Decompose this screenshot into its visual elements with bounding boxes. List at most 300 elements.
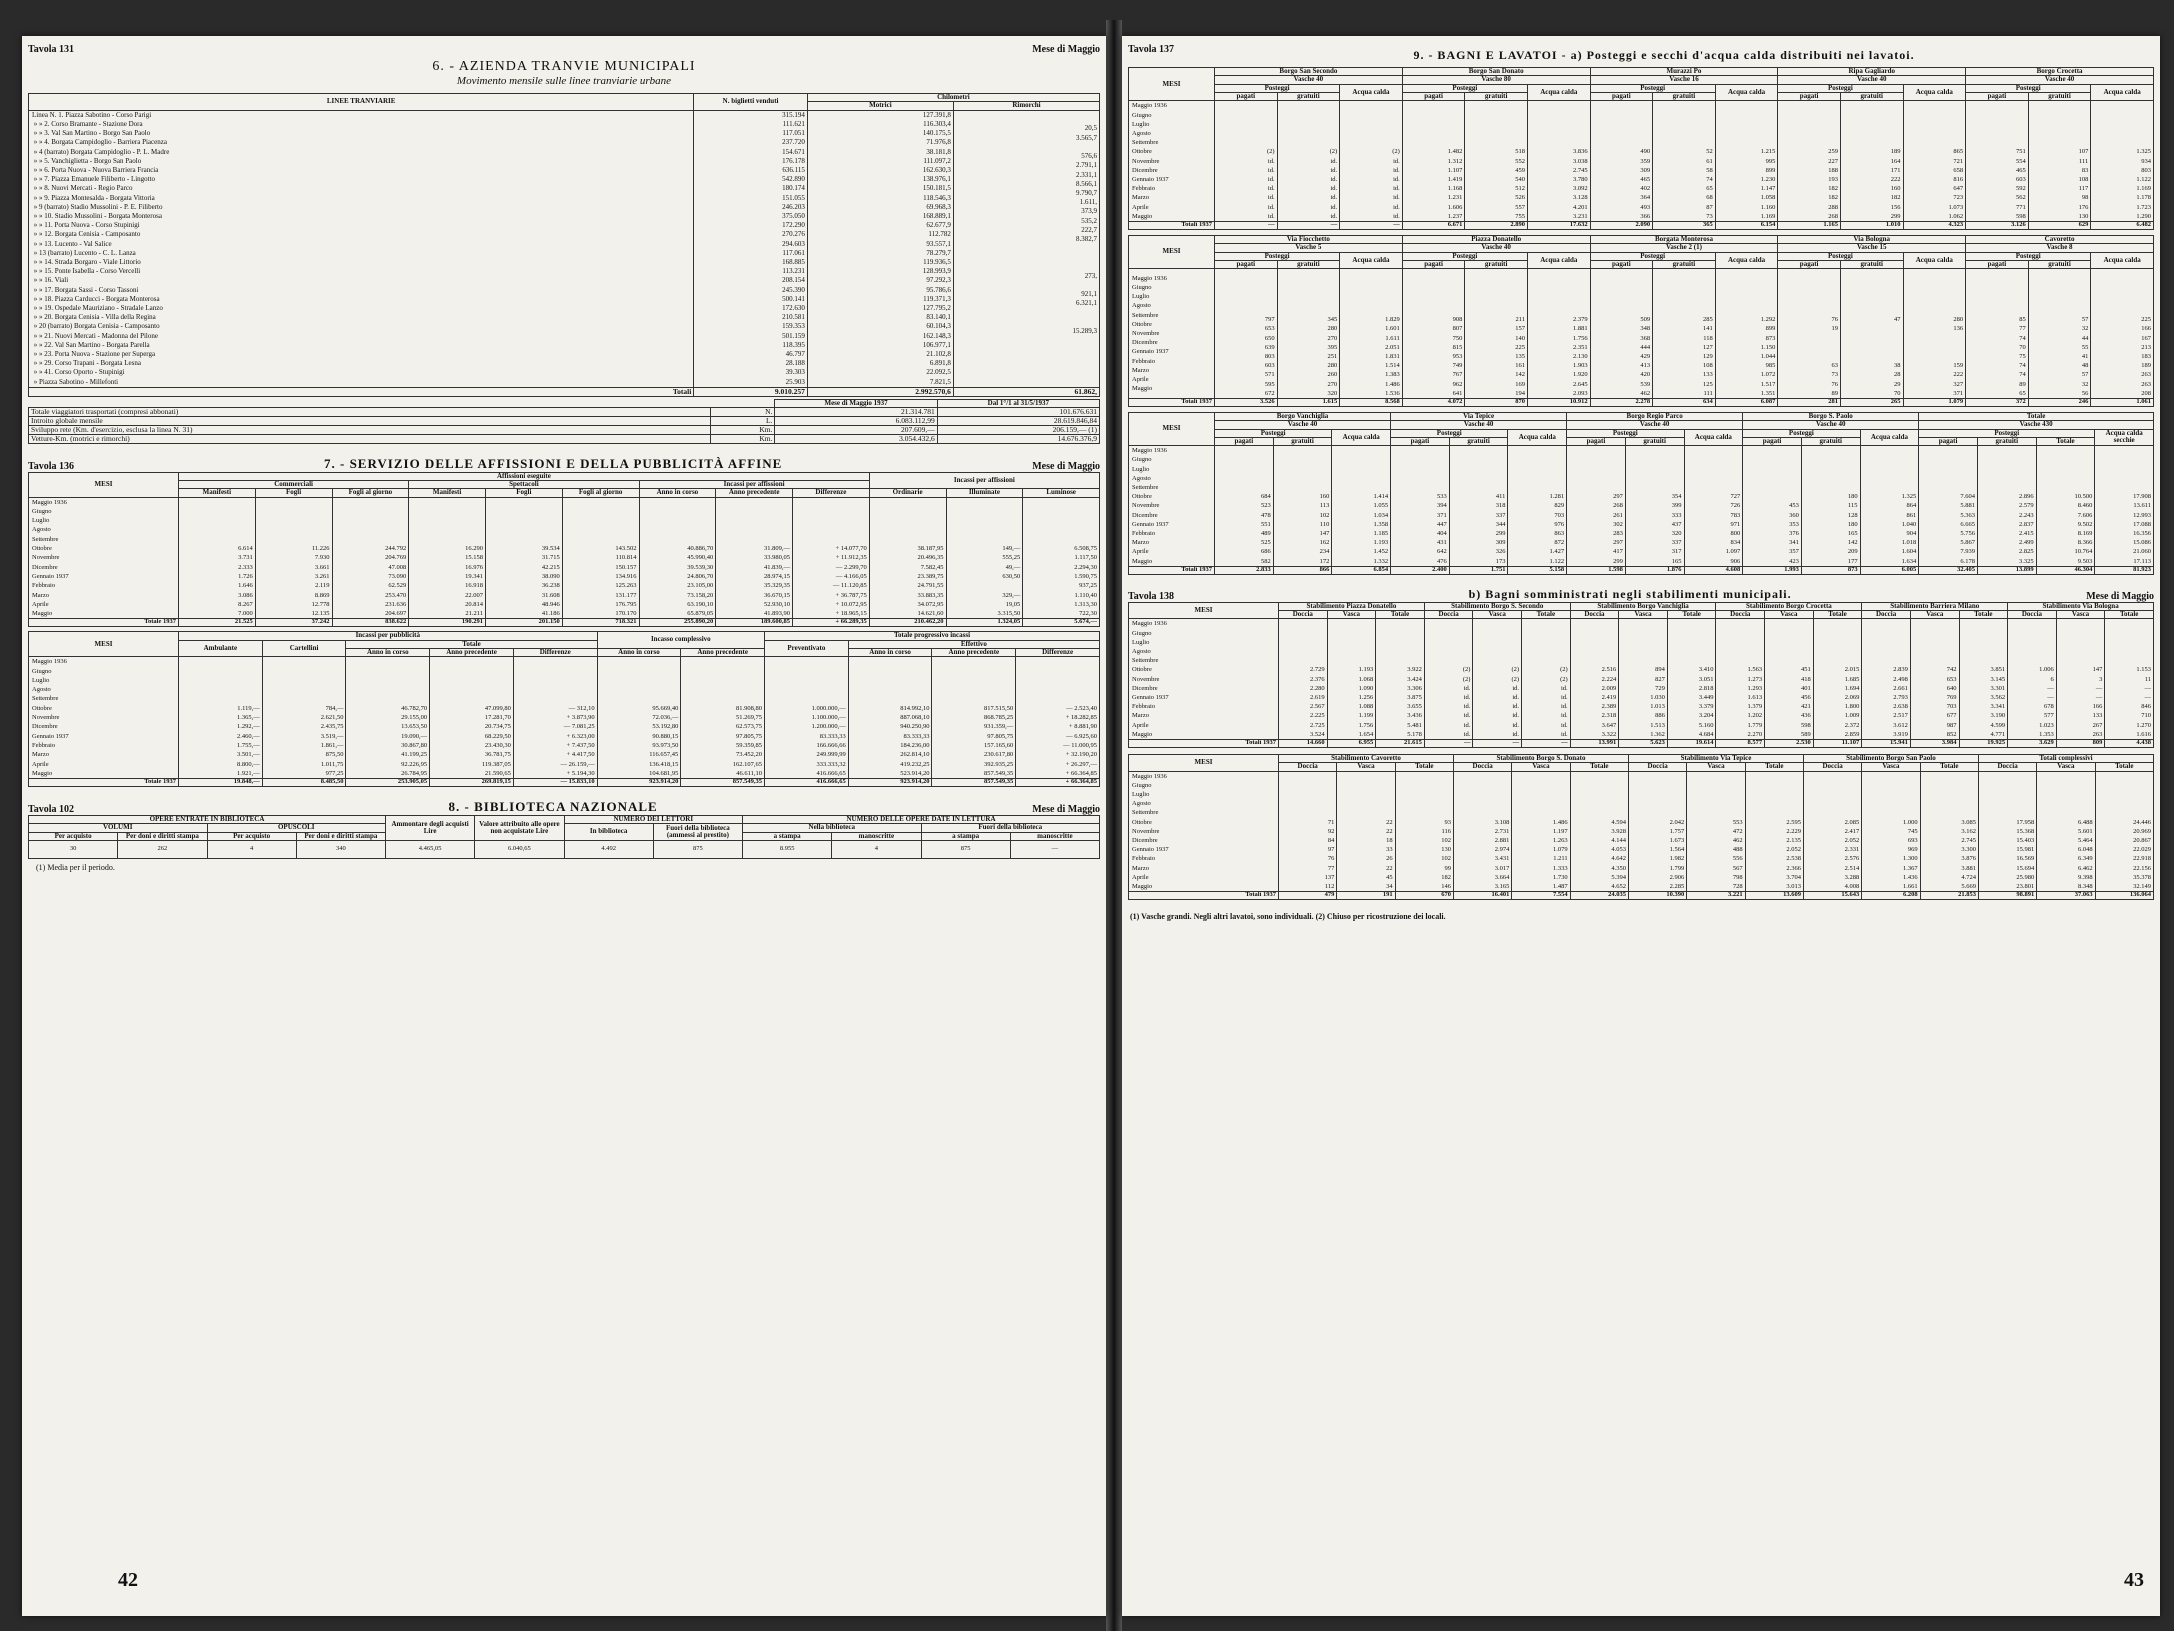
total-cell: 1.165 (1778, 222, 1841, 230)
table6-summary (28, 399, 1100, 444)
th: Differenze (1016, 648, 1100, 656)
cell: 340 (296, 840, 385, 858)
table-cell: 1.006 6 — — 678 577 1.023 1.353 (2008, 619, 2057, 740)
table-cell: 2.085 2.417 2.052 2.331 2.576 2.514 3.288 4.008 (1803, 771, 1861, 892)
data-col: 1.000.000,— 1.100.000,— 1.200.000,— 83.333,33 166.666,66 249.999,99 333.333,32 416.666,65 (765, 657, 849, 779)
table-header: Vasca (1619, 611, 1668, 619)
table6-subtitle: Movimento mensile sulle linee tranviarie urbane (456, 75, 672, 87)
total-cell: 81.923 (2095, 566, 2154, 574)
table-header: gratuiti (1653, 260, 1716, 268)
table-header: Vasche 40 (1743, 421, 1919, 429)
table-cell: Maggio 1936 Giugno Luglio Agosto Settembre Ottobre Novembre Dicembre Gennaio 1937 Febbraio Marzo Aprile Maggio (1129, 101, 1215, 222)
total-cell: 365 (1653, 222, 1716, 230)
table-header: MESI (1129, 602, 1279, 619)
total-cell: 255.890,20 (639, 619, 716, 627)
total-cell: 269.819,15 (430, 779, 514, 787)
page-number: 42 (118, 1569, 138, 1591)
table-cell: 17.958 15.368 15.403 15.981 16.569 15.694 25.980 23.801 (1978, 771, 2036, 892)
table-header: pagati (1590, 93, 1653, 101)
th: a stampa (743, 832, 832, 840)
th: Ordinarie (869, 489, 946, 497)
table-cell: 24.446 20.969 20.867 22.029 22.918 22.156 35.378 32.149 (2095, 771, 2153, 892)
table-header: Stabilimento Barriera Milano (1862, 602, 2008, 610)
table-cell: (2) (2) id. id. id. id. id. id. (1424, 619, 1473, 740)
table-header: Totale (1745, 763, 1803, 771)
table-header: pagati (1402, 93, 1465, 101)
table-cell: (2) id. id. id. id. id. id. id. (1277, 101, 1340, 222)
table-cell: 285 141 118 127 129 108 133 125 111 (1653, 269, 1716, 399)
table-header: Vasche 16 (1590, 76, 1778, 84)
table-header: Totale (1395, 763, 1453, 771)
table-cell: 22 22 18 33 26 22 45 34 (1337, 771, 1395, 892)
total-cell: 857.549,35 (932, 779, 1016, 787)
th: NUMERO DELLE OPERE DATE IN LETTURA (743, 815, 1100, 823)
table-header: Posteggi (1778, 84, 1903, 92)
data-col: 817.515,50 868.785,25 931.359,— 97.805,75 157.165,60 230.617,80 392.935,25 857.549,35 (932, 657, 1016, 779)
table-header: Posteggi (1215, 252, 1340, 260)
bagni-table (1128, 754, 2154, 900)
total-cell: 17.632 (1527, 222, 1590, 230)
table-header: Acqua calda (1903, 84, 1966, 101)
table-header: Acqua calda (1527, 84, 1590, 101)
table-cell: (2) (2) id. id. id. id. id. id. (1522, 619, 1571, 740)
table-header: Vasca (1327, 611, 1376, 619)
table-header: Cavoretto (1966, 235, 2154, 243)
table-cell: 6.488 5.601 5.464 6.048 6.349 6.462 9.398 8.348 (2037, 771, 2095, 892)
th: Per doni e diritti stampa (296, 832, 385, 840)
table-header: Totale (1919, 412, 2154, 420)
book-gutter (1106, 20, 1122, 1631)
table-header: gratuiti (2028, 260, 2091, 268)
table-header: Stabilimento Borgo Vanchiglia (1570, 602, 1716, 610)
table-cell: Maggio 1936 Giugno Luglio Agosto Settembre Ottobre Novembre Dicembre Gennaio 1937 Febbraio Marzo Aprile Maggio (1129, 771, 1279, 892)
table-header: Stabilimento Borgo Crocetta (1716, 602, 1862, 610)
footnote: (1) Media per il periodo. (36, 862, 115, 872)
table-cell: 2.729 2.376 2.280 2.619 2.567 2.225 2.725 3.524 (1279, 619, 1328, 740)
table9b-title: b) Bagni somministrati negli stabilimenti municipali. (1468, 586, 1792, 601)
total-cell: 857.549,35 (681, 779, 765, 787)
table-header: Posteggi (1966, 84, 2091, 92)
tavola-label: Tavola 138 (1128, 590, 1175, 602)
table-cell: 3.836 3.038 2.745 3.780 3.092 3.128 4.201 3.231 (1527, 101, 1590, 222)
data-col: 6.614 3.731 2.333 1.726 1.646 3.086 8.267 7.000 (179, 497, 256, 619)
data-col: 11.226 7.930 3.661 3.261 2.119 8.869 12.778 12.135 (255, 497, 332, 619)
table-header: Acqua calda secchie (2095, 429, 2154, 446)
data-col: 6.508,75 1.117,50 2.294,30 1.590,75 937,25 1.110,40 1.313,30 722,30 (1023, 497, 1100, 619)
table-cell: 2.839 2.498 2.661 2.793 2.638 2.517 3.612 3.919 (1862, 619, 1911, 740)
table-cell: 76 19 63 73 76 89 (1778, 269, 1841, 399)
table-header: Posteggi (1966, 252, 2091, 260)
total-cell: 190.291 (409, 619, 486, 627)
summary-dal: 101.676.631 (937, 408, 1099, 417)
th-commerciali: Commerciali (179, 480, 409, 488)
cell: 30 (29, 840, 118, 858)
total-cell: 3.984 (1910, 740, 1959, 748)
data-col: 814.992,10 887.068,10 940.250,90 83.333,33 184.236,00 262.814,10 419.232,25 523.914,20 (848, 657, 932, 779)
table-header: gratuiti (1625, 437, 1684, 445)
th: Manifesti (409, 489, 486, 497)
table-cell: 533 394 371 447 404 431 642 476 (1391, 446, 1450, 567)
table-cell: 453 360 353 376 341 357 423 (1743, 446, 1802, 567)
data-col: 95.669,40 72.036,— 53.192,80 90.880,15 93.973,50 116.657,45 136.418,15 104.681,95 (597, 657, 681, 779)
table-header: Totale (1959, 611, 2008, 619)
cell: — (1010, 840, 1099, 858)
th: In biblioteca (564, 824, 653, 841)
total-cell: 4.323 (1903, 222, 1966, 230)
data-col: — 2.523,40 + 18.282,85 + 8.881,90 — 6.925,60 — 11.000,95 + 32.190,20 + 26.297,— + 66.364,85 (1016, 657, 1100, 779)
total-cell: 13.991 (1570, 740, 1619, 748)
total-cell: 870 (1465, 399, 1528, 407)
table-header: Acqua calda (1715, 252, 1778, 269)
table-cell: 3.851 3.145 3.301 3.562 3.341 3.190 4.599 4.771 (1959, 619, 2008, 740)
months-col: Maggio 1936 Giugno Luglio Agosto Settembre Ottobre Novembre Dicembre Gennaio 1937 Febbraio Marzo Aprile Maggio (29, 497, 179, 619)
totali-motrici: 2.992.570,6 (807, 387, 953, 396)
total-label: Totali 1937 (1129, 740, 1279, 748)
th-totale: Totale (346, 640, 597, 648)
table-header: gratuiti (1977, 437, 2036, 445)
table-header: gratuiti (2028, 93, 2091, 101)
total-cell: 6.955 (1327, 740, 1376, 748)
month-label: Mese di Maggio (2086, 590, 2154, 602)
cell: 6.040,65 (475, 840, 564, 858)
right-page (1122, 36, 2160, 1616)
table-cell: 2.896 2.579 2.243 2.837 2.415 2.499 2.825 3.325 (1977, 446, 2036, 567)
th: Anno in corso (346, 648, 430, 656)
table7-title: 7. - SERVIZIO DELLE AFFISSIONI E DELLA PUBBLICITÀ AFFINE (323, 455, 783, 471)
total-cell: 670 (1395, 892, 1453, 900)
total-cell: 6.208 (1862, 892, 1920, 900)
cell: 4 (207, 840, 296, 858)
total-label: Totale 1937 (29, 779, 179, 787)
total-cell: 21.853 (1920, 892, 1978, 900)
total-cell: 246 (2028, 399, 2091, 407)
table-header: Vasche 40 (1402, 244, 1590, 252)
month-label: Mese di Maggio (1032, 803, 1100, 815)
cell: 4.492 (564, 840, 653, 858)
summary-mese: 3.054.432,6 (775, 434, 937, 443)
total-cell: 13.899 (1977, 566, 2036, 574)
th: Fogli (486, 489, 563, 497)
table-cell: 684 523 478 551 489 525 686 582 (1215, 446, 1274, 567)
data-col: 1.119,— 1.365,— 1.292,— 2.460,— 1.755,— 3.501,— 8.800,— 1.921,— (179, 657, 263, 779)
total-cell: — (1522, 740, 1571, 748)
table-header: pagati (1778, 93, 1841, 101)
total-label: Totali 1937 (1129, 892, 1279, 900)
total-cell: 281 (1778, 399, 1841, 407)
table-header: Vasche 80 (1402, 76, 1590, 84)
total-cell: 2.890 (1465, 222, 1528, 230)
total-cell: + 66.289,35 (793, 619, 870, 627)
table-header: Vasche 5 (1215, 244, 1403, 252)
table-header: pagati (1567, 437, 1626, 445)
table-header: Via Fiocchetto (1215, 235, 1403, 243)
total-cell: 1.061 (2091, 399, 2154, 407)
total-cell: 838.622 (332, 619, 409, 627)
th-biglietti: N. biglietti venduti (694, 94, 808, 111)
table9a-title: 9. - BAGNI E LAVATOI - a) Posteggi e secchi d'acqua calda distribuiti nei lavatoi. (1413, 48, 1915, 62)
table-cell: 1.482 1.312 1.107 1.419 1.168 1.231 1.606 1.237 (1402, 101, 1465, 222)
data-col: 46.782,70 29.155,00 13.653,50 19.090,— 30.867,80 41.199,25 92.226,95 26.784,95 (346, 657, 430, 779)
data-col: 244.792 204.769 47.008 73.090 62.529 253.470 231.636 204.697 (332, 497, 409, 619)
table-cell: 742 653 640 769 703 677 987 852 (1910, 619, 1959, 740)
total-cell: 37.063 (2037, 892, 2095, 900)
th: Per doni e diritti stampa (118, 832, 207, 840)
table7b (28, 631, 1100, 787)
th-motrici: Motrici (807, 102, 953, 110)
summary-label: Vetture-Km. (motrici e rimorchi) (29, 434, 711, 443)
th-incasso-complessivo: Incasso complessivo (597, 632, 764, 649)
total-cell: 629 (2028, 222, 2091, 230)
table-cell: 47 38 28 29 70 (1840, 269, 1903, 399)
table-cell: 1.281 829 703 976 863 872 1.427 1.122 (1508, 446, 1567, 567)
table-header: Vasca (1337, 763, 1395, 771)
table-header: Posteggi (1590, 252, 1715, 260)
th: Manifesti (179, 489, 256, 497)
th-effettivo: Effettivo (848, 640, 1099, 648)
table-header: Acqua calda (1508, 429, 1567, 446)
total-cell: 1.598 (1567, 566, 1626, 574)
total-cell: 265 (1840, 399, 1903, 407)
table-header: Vasche 40 (1778, 76, 1966, 84)
table-cell: 345 280 270 395 251 280 260 270 320 (1277, 269, 1340, 399)
table-header: Borgata Monterosa (1590, 235, 1778, 243)
table-header: Borgo Vanchiglia (1215, 412, 1391, 420)
table-cell: 280 136 159 222 327 371 (1903, 269, 1966, 399)
table-header: pagati (1215, 437, 1274, 445)
table-cell: 3.922 3.424 3.306 3.875 3.655 3.436 5.481 5.178 (1376, 619, 1425, 740)
month-label: Mese di Maggio (1032, 44, 1100, 55)
footnote: (1) Vasche grandi. Negli altri lavatoi, sono individuali. (2) Chiuso per ricostruzione dei locali. (1130, 911, 1446, 921)
th-mesi: MESI (29, 472, 179, 497)
table-header: pagati (1778, 260, 1841, 268)
table-header: gratuiti (1277, 93, 1340, 101)
total-cell: 2.530 (1765, 740, 1814, 748)
th: Fuori della biblioteca (ammessi al prestito) (653, 824, 742, 841)
table-header: Stabilimento Via Tepice (1628, 754, 1803, 762)
total-cell: 11.107 (1813, 740, 1862, 748)
table-header: Stabilimento Piazza Donatello (1279, 602, 1425, 610)
data-col: 38.187,95 20.496,35 7.582,45 23.389,75 24.791,55 33.883,35 34.072,95 14.621,60 (869, 497, 946, 619)
total-cell: 253.905,05 (346, 779, 430, 787)
table-header: Acqua calda (1340, 84, 1403, 101)
total-cell: — (1340, 222, 1403, 230)
table-header: Doccia (1978, 763, 2036, 771)
th: Anno precedente (430, 648, 514, 656)
table6-lines (28, 93, 1100, 397)
table-header: gratuiti (1273, 437, 1332, 445)
table-header: Totale (1920, 763, 1978, 771)
total-cell: 3.221 (1687, 892, 1745, 900)
table-header: Posteggi (1402, 252, 1527, 260)
cell: 4 (832, 840, 921, 858)
summary-mese: 207.609,— (775, 425, 937, 434)
total-cell: 191 (1337, 892, 1395, 900)
th-spettacoli: Spettacoli (409, 480, 639, 488)
th: Anno in corso (848, 648, 932, 656)
table-header: pagati (1391, 437, 1450, 445)
table-header: Totale (1667, 611, 1716, 619)
cell: 875 (653, 840, 742, 858)
summary-label: Sviluppo rete (Km. d'esercizio, esclusa la linea N. 31) (29, 425, 711, 434)
left-page (22, 36, 1106, 1616)
total-cell: — (1424, 740, 1473, 748)
table-header: Murazzi Po (1590, 68, 1778, 76)
summary-unit: L. (710, 416, 775, 425)
table-cell: 3.085 3.162 2.745 3.300 3.876 3.881 4.724 5.669 (1920, 771, 1978, 892)
total-cell: + 66.364,85 (1016, 779, 1100, 787)
table-header: Via Bologna (1778, 235, 1966, 243)
th-rimorchi: Rimorchi (953, 102, 1099, 110)
table-header: Totali complessivi (1978, 754, 2153, 762)
table-cell: 2.379 1.881 1.756 2.351 2.130 1.903 1.920 2.645 2.093 (1527, 269, 1590, 399)
total-label: Totali 1937 (1129, 399, 1215, 407)
total-cell: 873 (1801, 566, 1860, 574)
table-cell: Maggio 1936 Giugno Luglio Agosto Settembre Ottobre Novembre Dicembre Gennaio 1937 Febbraio Marzo Aprile Maggio (1129, 446, 1215, 567)
table-header: Vasche 2 (1) (1590, 244, 1778, 252)
table-header: Vasca (1910, 611, 1959, 619)
th: VOLUMI (29, 824, 208, 832)
data-col: 40.886,70 45.990,40 39.539,30 24.806,70 23.105,00 73.158,20 63.190,10 65.879,05 (639, 497, 716, 619)
table-cell: 10.500 8.460 7.606 9.502 8.169 8.366 10.764 9.503 (2036, 446, 2095, 567)
total-cell: 479 (1279, 892, 1337, 900)
table-cell: 259 227 188 193 182 182 288 268 (1778, 101, 1841, 222)
table-header: MESI (1129, 754, 1279, 771)
table-cell: 1.153 11 — — 846 710 1.270 1.616 (2105, 619, 2154, 740)
table-cell: 865 721 658 816 647 723 1.073 1.062 (1903, 101, 1966, 222)
table-cell: 1.292 899 873 1.150 1.044 985 1.072 1.517 1.351 (1715, 269, 1778, 399)
table-header: Doccia (1862, 611, 1911, 619)
table-header: Doccia (1453, 763, 1511, 771)
th: manoscritte (832, 832, 921, 840)
table-header: Doccia (1570, 611, 1619, 619)
th: Ammontare degli acquisti Lire (386, 815, 475, 840)
table-header: Vasche 40 (1391, 421, 1567, 429)
total-cell: 6.854 (1332, 566, 1391, 574)
table-cell: 189 164 171 222 160 182 156 299 (1840, 101, 1903, 222)
table-header: Totale (1570, 763, 1628, 771)
th: Anno precedente (716, 489, 793, 497)
summary-unit: N. (710, 408, 775, 417)
table-header: Vasca (2056, 611, 2105, 619)
table-header: Stabilimento Borgo San Paolo (1803, 754, 1978, 762)
total-cell: 7.554 (1512, 892, 1570, 900)
total-cell: 210.462,20 (869, 619, 946, 627)
total-cell: 32.405 (1919, 566, 1978, 574)
th-incassi-affissioni: Incassi per affissioni (639, 480, 869, 488)
table-cell: 3.108 2.731 2.881 2.974 3.431 3.017 3.664 3.165 (1453, 771, 1511, 892)
data-col: 31.809,— 33.980,05 41.839,— 28.974,15 35.329,35 36.670,15 52.930,10 41.893,90 (716, 497, 793, 619)
table-header: Totale (1522, 611, 1571, 619)
table-header: Doccia (1424, 611, 1473, 619)
th-chilometri: Chilometri (807, 94, 1099, 102)
total-cell: 3.629 (2008, 740, 2057, 748)
total-cell: 3.526 (1215, 399, 1278, 407)
table-cell: 1.486 1.197 1.263 1.079 1.211 1.333 1.730 1.487 (1512, 771, 1570, 892)
page-number: 43 (2124, 1569, 2144, 1591)
table-header: pagati (1402, 260, 1465, 268)
table-header: Acqua calda (1340, 252, 1403, 269)
th: Fogli al giorno (562, 489, 639, 497)
lines-list: Linea N. 1. Piazza Sabotino - Corso Parigi » » 2. Corso Bramante - Stazione Dora » » 3. Val San Martino - Borgo San Paolo » » 4. Borgata Campidoglio - Barriera Piacenza » 4 (barrato) Borgata Campidoglio - P. L. Madre » » 5. Vanchiglietta - Borgo San Paolo » » 6. Porta Nuova - Nuova Barriera Francia » » 7. Piazza Emanuele Filiberto - Lingotto » » 8. Nuovi Mercati - Regio Parco » » 9. Piazza Montesalda - Borgata Vittoria » 9 (barrato) Stadio Mussolini - P. E. Filiberto » » 10. Stadio Mussolini - Borgata Monterosa » » 11. Porta Nuova - Corso Stupinigi » » 12. Borgata Cenisia - Camposanto » » 13. Lucento - Val Salice » 13 (barrato) Lucento - C. L. Lanza » » 14. Strada Borgaro - Viale Littorio » » 15. Ponte Isabella - Corso Vercelli » » 16. Viali » » 17. Borgata Sassi - Corso Tassoni » » 18. Piazza Carducci - Borgata Monterosa » » 19. Ospedale Mauriziano - Stradale Lanzo » » 20. Borgata Cenisia - Villa della Regina » 20 (barrato) Borgata Cenisia - Camposanto » » 21. Nuovi Mercati - Madonna del Pilone » » 22. Val San Martino - Borgata Parella » » 23. Porta Nuova - Stazione per Superga » » 29. Corso Trapani - Borgata Lesna » » 41. Corso Oporto - Stupinigi » Piazza Sabotino - Millefonti (29, 110, 694, 387)
table-cell: 490 359 309 465 402 364 493 366 (1590, 101, 1653, 222)
data-col: 81.908,80 51.269,75 62.573,75 97.805,75 59.359,85 73.452,20 162.107,65 46.611,10 (681, 657, 765, 779)
total-cell: 10.912 (1527, 399, 1590, 407)
tavola-label: Tavola 131 (28, 44, 75, 55)
table-header: Stabilimento Borgo S. Donato (1453, 754, 1628, 762)
table-header: Acqua calda (1903, 252, 1966, 269)
total-cell: 1.876 (1625, 566, 1684, 574)
lavatoi-table (1128, 412, 2154, 575)
table-cell: 1.325 864 861 1.040 904 1.018 1.604 1.634 (1860, 446, 1919, 567)
table-cell: Maggio 1936 Giugno Luglio Agosto Settembre Ottobre Novembre Dicembre Gennaio 1937 Febbraio Marzo Aprile Maggio (1129, 269, 1215, 399)
bagni-table (1128, 602, 2154, 748)
cell: 875 (921, 840, 1010, 858)
th-affissioni: Affissioni eseguite (179, 472, 870, 480)
total-cell: 19.848,— (179, 779, 263, 787)
table-cell: 1.414 1.055 1.034 1.358 1.185 1.193 1.452 1.332 (1332, 446, 1391, 567)
table-header: MESI (1129, 68, 1215, 101)
table-cell: 509 348 368 444 429 413 420 539 462 (1590, 269, 1653, 399)
table-header: gratuiti (1465, 93, 1528, 101)
table-header: Posteggi (1590, 84, 1715, 92)
total-cell: 8.485,50 (262, 779, 346, 787)
rimorchi-col: 20,5 3.565,7 576,6 2.791,1 2.331,1 8.566,1 9.790,7 1.611, 373,9 535,2 222,7 8.382,7 273, 921,1 6.321,1 15.289,3 (953, 110, 1099, 387)
total-cell: 13.609 (1745, 892, 1803, 900)
table-header: Posteggi (1402, 84, 1527, 92)
table-cell: 553 472 462 488 556 567 798 728 (1687, 771, 1745, 892)
table-cell: 751 554 465 603 592 562 771 598 (1966, 101, 2029, 222)
table-header: pagati (1590, 260, 1653, 268)
table-cell: 225 166 167 213 183 189 263 263 208 (2091, 269, 2154, 399)
table-header: Vasche 40 (1966, 76, 2154, 84)
table-header: Doccia (1279, 611, 1328, 619)
cell: 8.955 (743, 840, 832, 858)
th: Per acquisto (29, 832, 118, 840)
table-cell: 52 61 58 74 65 68 87 73 (1653, 101, 1716, 222)
table-header: Posteggi (1215, 84, 1340, 92)
th: Anno precedente (932, 648, 1016, 656)
th: NUMERO DEI LETTORI (564, 815, 743, 823)
table-header: Totale (1813, 611, 1862, 619)
total-cell: 1.324,05 (946, 619, 1023, 627)
table-cell: 1.325 934 803 1.122 1.169 1.178 1.723 1.290 (2091, 101, 2154, 222)
table-cell: 17.908 13.611 12.993 17.088 16.356 15.086 21.060 17.113 (2095, 446, 2154, 567)
table-header: Stabilimento Via Bologna (2008, 602, 2154, 610)
table-cell: 908 807 750 815 953 749 767 962 641 (1402, 269, 1465, 399)
total-cell: 809 (2056, 740, 2105, 748)
total-cell: 2.833 (1215, 566, 1274, 574)
table-cell: 354 399 333 437 320 337 317 165 (1625, 446, 1684, 567)
table-cell: 518 552 459 540 512 526 557 755 (1465, 101, 1528, 222)
totali-label: Totali (29, 387, 694, 396)
total-cell: 5.623 (1619, 740, 1668, 748)
table-cell: 2.042 1.757 1.673 1.564 1.982 1.799 2.906 2.285 (1628, 771, 1686, 892)
table-header: Acqua calda (1332, 429, 1391, 446)
total-cell: 16.401 (1453, 892, 1511, 900)
total-cell: 923.914,20 (597, 779, 681, 787)
table-cell: 211 157 140 225 135 161 142 169 194 (1465, 269, 1528, 399)
th: Per acquisto (207, 832, 296, 840)
th-linee: LINEE TRANVIARIE (29, 94, 694, 111)
data-col: 149,— 555,25 49,— 630,50 329,— 19,05 3.315,50 (946, 497, 1023, 619)
totali-rimorchi: 61.862, (953, 387, 1099, 396)
table-header: Via Tepice (1391, 412, 1567, 420)
table-header: gratuiti (1465, 260, 1528, 268)
table-header: Vasca (1512, 763, 1570, 771)
total-cell: 98.891 (1978, 892, 2036, 900)
th-mesi: MESI (29, 632, 179, 657)
th: Preventivato (765, 640, 849, 657)
